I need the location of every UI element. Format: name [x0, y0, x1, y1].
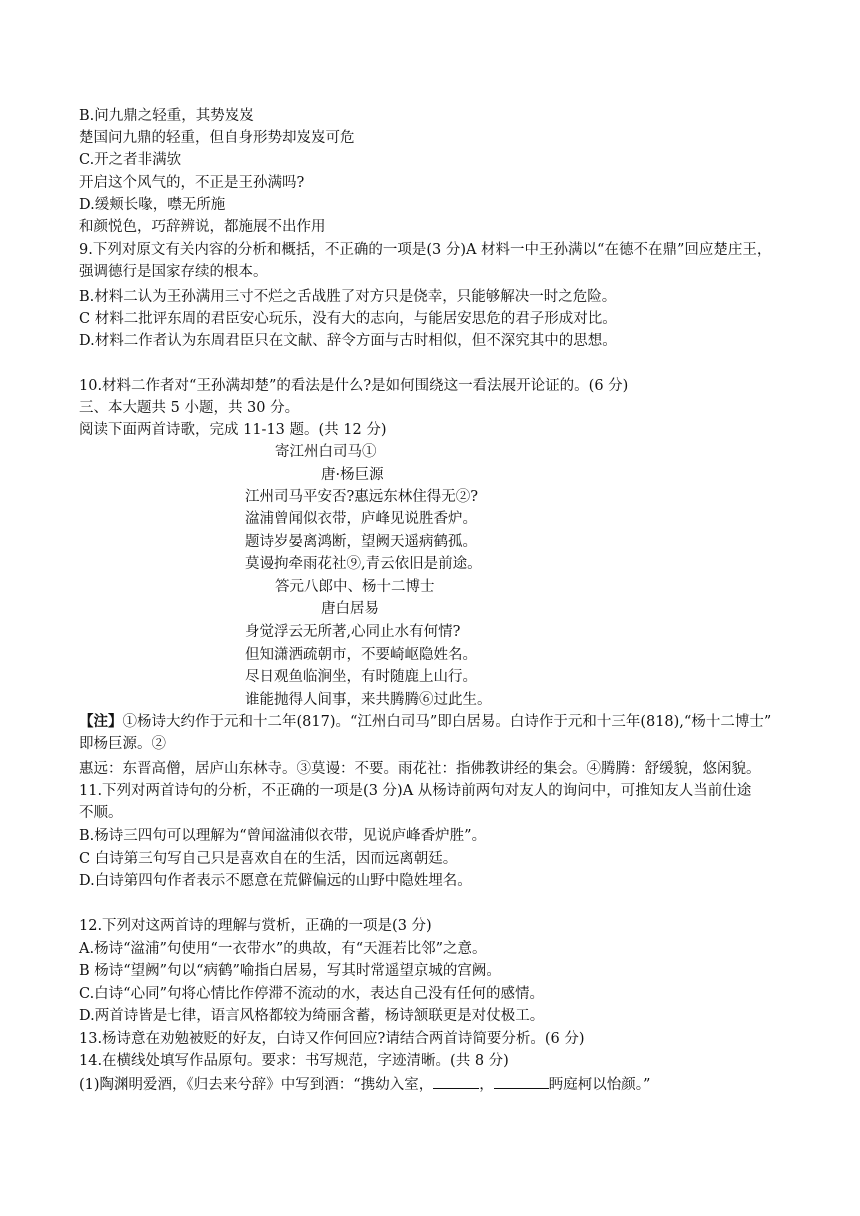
- poem1-title: 寄江州白司马①: [275, 444, 377, 460]
- q12-option-a: A.杨诗“湓浦”句使用“一衣带水”的典故，有“天涯若比邻”之意。: [79, 941, 487, 957]
- q14-item1-prefix: (1)陶渊明爱酒，《归去来兮辞》中写到酒：“携幼入室，: [79, 1077, 434, 1093]
- q9-stem-line1: 9.下列对原文有关内容的分析和概括，不正确的一项是(3 分)A 材料一中王孙满以“在德不在鼎”回应楚庄王，: [79, 242, 772, 258]
- note-line1: [79, 711, 800, 733]
- poem1-line: 江州司马平安否?惠远东林住得无②?: [245, 489, 479, 505]
- section-3-heading: 三、本大题共 5 小题，共 30 分。: [79, 400, 300, 416]
- q11-option-d: D.白诗第四句作者表示不愿意在荒僻偏远的山野中隐姓埋名。: [79, 873, 472, 889]
- poem1-line: 湓浦曾闻似衣带，庐峰见说胜香炉。: [245, 511, 477, 527]
- answer-blank-2[interactable]: [494, 1073, 549, 1089]
- note-line2: 即杨巨源。②: [79, 736, 166, 752]
- poem2-line: 但知潇洒疏朝市，不要崎岖隐姓名。: [245, 647, 477, 663]
- q11-option-b: B.杨诗三四句可以理解为“曾闻湓浦似衣带，见说庐峰香炉胜”。: [79, 828, 487, 844]
- option-c-title: C.开之者非满欤: [79, 152, 182, 168]
- q9-option-b: B.材料二认为王孙满用三寸不烂之舌战胜了对方只是侥幸，只能够解决一时之危险。: [79, 289, 617, 305]
- note-text: ①杨诗大约作于元和十二年(817)。“江州白司马”即白居易。白诗作于元和十三年(818),“杨十二博士”: [122, 714, 772, 730]
- q12-option-d: D.两首诗皆是七律，语言风格都较为绮丽含蓄，杨诗颔联更是对仗极工。: [79, 1008, 545, 1024]
- q14-stem: 14.在横线处填写作品原句。要求：书写规范，字迹清晰。(共 8 分): [79, 1053, 509, 1069]
- q14-item1: [79, 1073, 800, 1096]
- poem1-author: 唐·杨巨源: [321, 467, 384, 483]
- answer-blank-1[interactable]: [433, 1073, 479, 1089]
- q12-stem: 12.下列对这两首诗的理解与赏析，正确的一项是(3 分): [79, 918, 432, 934]
- q9-stem-line2: 强调德行是国家存续的根本。: [79, 264, 268, 280]
- option-d-title: D.缓颊长喙，噤无所施: [79, 197, 226, 213]
- q12-option-c: C.白诗“心同”句将心情比作停滞不流动的水，表达自己没有任何的感情。: [79, 986, 545, 1002]
- poem2-author: 唐白居易: [321, 601, 379, 617]
- note-line3: 惠远：东晋高僧，居庐山东林寺。③莫谩：不要。雨花社：指佛教讲经的集会。④腾腾：舒缓貌，悠闲貌。: [79, 761, 761, 777]
- poem2-line: 谁能抛得人间事，来共腾腾⑥过此生。: [245, 692, 492, 708]
- q14-item1-separator: ，: [479, 1077, 494, 1093]
- q11-stem-line2: 不顺。: [79, 805, 123, 821]
- q10-question: 10.材料二作者对“王孙满却楚”的看法是什么?是如何围绕这一看法展开论证的。(6 分): [79, 378, 629, 394]
- poem2-line: 身觉浮云无所著,心同止水有何情?: [245, 624, 461, 640]
- option-d-translation: 和颜悦色，巧辞辨说，都施展不出作用: [79, 219, 326, 235]
- option-b-title: B.问九鼎之轻重，其势岌岌: [79, 108, 254, 124]
- q11-stem-line1: 11.下列对两首诗句的分析，不正确的一项是(3 分)A 从杨诗前两句对友人的询问中，可推知友人当前仕途: [79, 783, 752, 799]
- poem1-line: 题诗岁晏离鸿断，望阙天遥病鹤孤。: [245, 534, 477, 550]
- option-c-translation: 开启这个风气的，不正是王孙满吗?: [79, 175, 305, 191]
- poem1-line: 莫谩拘牵雨花社⑨,青云依旧是前途。: [245, 556, 482, 572]
- q12-option-b: B 杨诗“望阙”句以“病鹤”喻指白居易，写其时常遥望京城的宫阙。: [79, 963, 501, 979]
- poem2-line: 尽日观鱼临涧坐，有时随鹿上山行。: [245, 669, 477, 685]
- q13-question: 13.杨诗意在劝勉被贬的好友，白诗又作何回应?请结合两首诗简要分析。(6 分): [79, 1031, 585, 1047]
- poem-reading-instruction: 阅读下面两首诗歌，完成 11-13 题。(共 12 分): [79, 422, 387, 438]
- q11-option-c: C 白诗第三句写自己只是喜欢自在的生活，因而远离朝廷。: [79, 851, 458, 867]
- q9-option-c: C 材料二批评东周的君臣安心玩乐，没有大的志向，与能居安思危的君子形成对比。: [79, 311, 617, 327]
- q14-item1-suffix: 眄庭柯以怡颜。”: [548, 1077, 651, 1093]
- option-b-translation: 楚国问九鼎的轻重，但自身形势却岌岌可危: [79, 130, 355, 146]
- poem2-title: 答元八郎中、杨十二博士: [275, 579, 435, 595]
- note-label: 【注】: [79, 713, 123, 730]
- q9-option-d: D.材料二作者认为东周君臣只在文献、辞令方面与古时相似，但不深究其中的思想。: [79, 333, 617, 349]
